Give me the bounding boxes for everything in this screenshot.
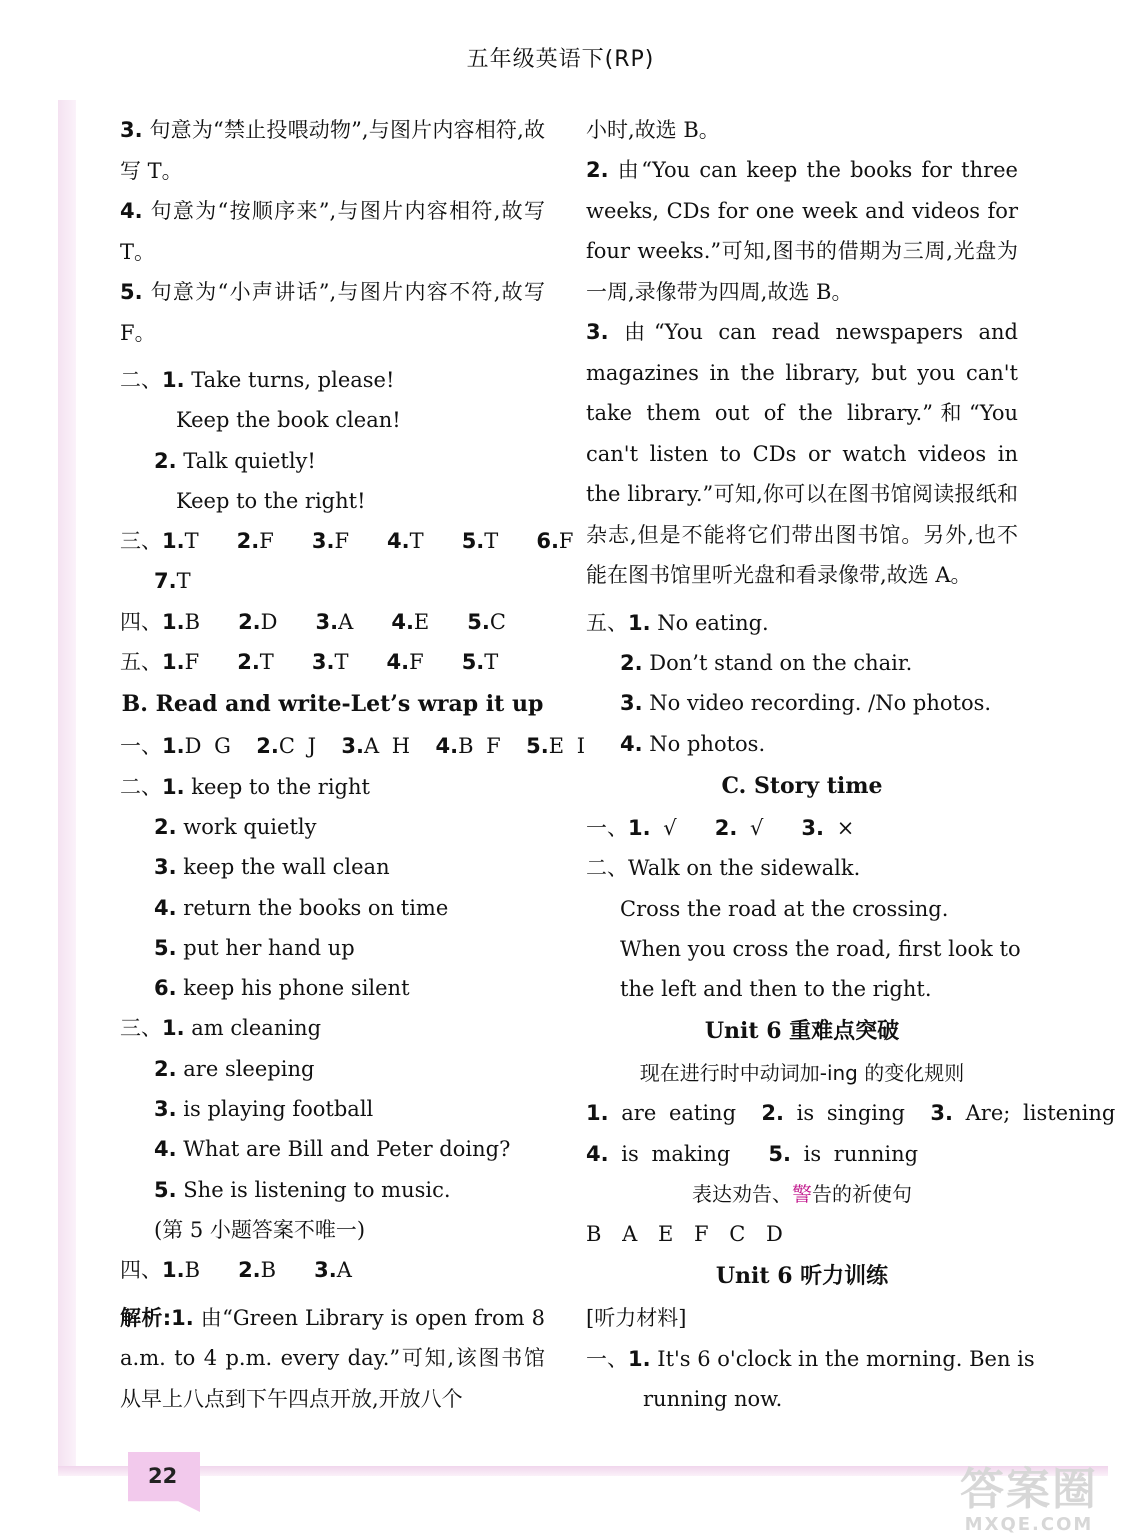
answer-line: 2. are sleeping [154, 1056, 315, 1081]
section-heading: Unit 6 重难点突破 [704, 1018, 900, 1045]
answer-line: 五、1. No eating. [586, 610, 769, 635]
answer-line: 一、1. It's 6 o'clock in the morning. Ben is [586, 1346, 1035, 1371]
answer-line: running now. [643, 1386, 783, 1411]
right-column [586, 110, 1116, 1419]
answer-item: 5. 句意为“小声讲话”,与图片内容不符,故写 F。 [120, 280, 545, 345]
analysis-paragraph: 解析:1. 由“Green Library is open from 8 a.m. to 4 p.m. every day.”可知,该图书馆从早上八点到下午四点开放,开放八个 [120, 1305, 545, 1411]
watermark-logo: 答案圈 [960, 1464, 1098, 1515]
page-number: 22 [148, 1464, 178, 1488]
answer-line: 4. What are Bill and Peter doing? [154, 1137, 511, 1162]
answer-line: 2. Talk quietly! [154, 448, 316, 473]
answer-line: 三、1.T 2.F 3.F 4.T 5.T 6.F [120, 529, 574, 554]
page-header: 五年级英语下(RP) [466, 47, 655, 72]
section-heading: C. Story time [721, 772, 883, 799]
analysis-paragraph: 3. 由“You can read newspapers and magazines in the library, but you can't take them out of the library.”和“You can't listen to CDs or watch videos in the library.”可知,你可以在图书馆阅读报纸和杂志,但是不能将它们带出图书馆。另外,也不能在图书馆里听光盘和看录像带,故选 A。 [586, 320, 1018, 588]
answer-line: 6. keep his phone silent [154, 976, 410, 1001]
page-frame-bottom [58, 1466, 1108, 1476]
answer-line: 3. No video recording. /No photos. [620, 691, 992, 716]
answer-line: B A E F C D [586, 1222, 783, 1247]
answer-item: 3. 句意为“禁止投喂动物”,与图片内容相符,故写 T。 [120, 118, 545, 183]
answer-line: 四、1.B 2.D 3.A 4.E 5.C [120, 609, 506, 634]
answer-line: 5. put her hand up [154, 935, 355, 960]
answer-line: 二、Walk on the sidewalk. [586, 856, 861, 881]
analysis-continued: 小时,故选 B。 [586, 118, 720, 142]
answer-line: 二、1. keep to the right [120, 774, 370, 799]
answer-item: 4. 句意为“按顺序来”,与图片内容相符,故写 T。 [120, 199, 545, 264]
answer-line: 四、1.B 2.B 3.A [120, 1258, 352, 1283]
watermark-url: MXQE.COM [964, 1514, 1094, 1535]
answer-line: 2. Don’t stand on the chair. [620, 651, 913, 676]
answer-line: 一、1. √ 2. √ 3. × [586, 815, 855, 840]
answer-line: 3. keep the wall clean [154, 855, 390, 880]
answer-line: 7.T [154, 569, 191, 594]
listening-label: [听力材料] [586, 1306, 687, 1331]
analysis-paragraph: 2. 由“You can keep the books for three weeks, CDs for one week and videos for four weeks.”可知,图书的借期为三周,光盘为一周,录像带为四周,故选 B。 [586, 158, 1018, 304]
answer-line: Cross the road at the crossing. [620, 896, 949, 921]
left-column [120, 110, 586, 1419]
answer-line: 4. is making 5. is running [586, 1141, 919, 1166]
answer-line: 1. are eating 2. is singing 3. Are; listening [586, 1101, 1116, 1126]
answer-line: 2. work quietly [154, 814, 317, 839]
answer-line: 二、1. Take turns, please! [120, 368, 395, 392]
page-frame-left [58, 100, 76, 1470]
answer-line: 5. She is listening to music. [154, 1177, 451, 1202]
answer-line: the left and then to the right. [620, 977, 932, 1002]
answer-line: 三、1. am cleaning [120, 1016, 322, 1041]
answer-line: 3. is playing football [154, 1097, 374, 1122]
answer-line: Keep to the right! [176, 488, 366, 513]
highlight-char: 警 [792, 1182, 812, 1207]
answer-line: Keep the book clean! [176, 408, 401, 433]
section-heading: B. Read and write-Let’s wrap it up [121, 691, 544, 718]
section-heading: Unit 6 听力训练 [715, 1263, 889, 1290]
subsection-title: 表达劝告、警告的祈使句 [692, 1182, 912, 1207]
answer-line: When you cross the road, first look to [620, 936, 1021, 961]
answer-line: 4. No photos. [620, 731, 766, 756]
answer-line: 一、1.D G 2.C J 3.A H 4.B F 5.E I [120, 734, 586, 759]
answer-note: (第 5 小题答案不唯一) [154, 1217, 366, 1242]
subsection-title: 现在进行时中动词加-ing 的变化规则 [639, 1061, 965, 1086]
answer-line: 五、1.F 2.T 3.T 4.F 5.T [120, 650, 499, 675]
watermark [960, 1466, 1098, 1535]
answer-line: 4. return the books on time [154, 895, 449, 920]
